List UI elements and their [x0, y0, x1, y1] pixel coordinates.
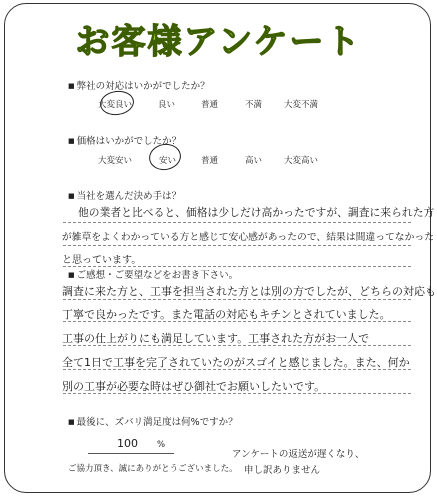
option-price-normal[interactable]: 普通	[201, 156, 219, 166]
option-service-good[interactable]: 良い	[158, 100, 176, 110]
thanks-message: ご協力頂き、誠にありがとうございました。	[68, 464, 238, 474]
satisfaction-unit: %	[157, 440, 166, 450]
option-service-dissatisfied[interactable]: 不満	[245, 100, 263, 110]
satisfaction-value: 100	[117, 437, 138, 450]
answer-text: 別の工事が必要な時はぜひ御社でお願いしたいです。	[62, 380, 326, 393]
answer-line	[63, 245, 411, 246]
answer-text: と思っています。	[62, 255, 142, 266]
option-price-very-expensive[interactable]: 大変高い	[284, 156, 319, 166]
option-price-cheap[interactable]: 安い	[159, 156, 177, 166]
answer-line	[63, 299, 411, 300]
handwritten-note: 申し訳ありません	[244, 465, 321, 476]
survey-title: お客様アンケート	[75, 22, 362, 62]
answer-line	[63, 222, 411, 223]
question-satisfaction: ■ 最後に、ズバリ満足度は何%ですか？	[68, 414, 238, 428]
question-price: ■ 価格はいかがでしたか？	[68, 133, 181, 147]
answer-text: 他の業者と比べると、価格は少しだけ高かったですが、調査に来られた方	[78, 206, 435, 219]
answer-text: 全て1日で工事を完了されていたのがスゴイと感じました。また、何か	[62, 356, 410, 369]
option-service-very-good[interactable]: 大変良い	[98, 100, 133, 110]
option-price-expensive[interactable]: 高い	[245, 156, 263, 166]
satisfaction-underline	[88, 453, 174, 454]
question-deciding-factor: ■ 当社を選んだ決め手は？	[68, 188, 181, 202]
option-price-very-cheap[interactable]: 大変安い	[98, 156, 133, 166]
question-service: ■ 弊社の対応はいかがでしたか？	[68, 78, 210, 92]
answer-text: 調査に来た方と、工事を担当された方とは別の方でしたが、どちらの対応も	[62, 285, 436, 298]
answer-text: が雑草をよくわかっている方と感じて安心感があったので、結果は間違ってなかった	[62, 232, 434, 243]
option-service-very-dissatisfied[interactable]: 大変不満	[284, 100, 319, 110]
answer-text: 工事の仕上がりにも満足しています。工事された方がお一人で	[62, 332, 370, 345]
answer-text: 丁寧で良かったです。また電話の対応もキチンとされていました。	[62, 308, 391, 321]
handwritten-note: アンケートの返送が遅くなり、	[232, 449, 365, 460]
question-comments: ■ ご感想・ご要望などをお書き下さい。	[68, 267, 238, 281]
option-service-normal[interactable]: 普通	[201, 100, 219, 110]
